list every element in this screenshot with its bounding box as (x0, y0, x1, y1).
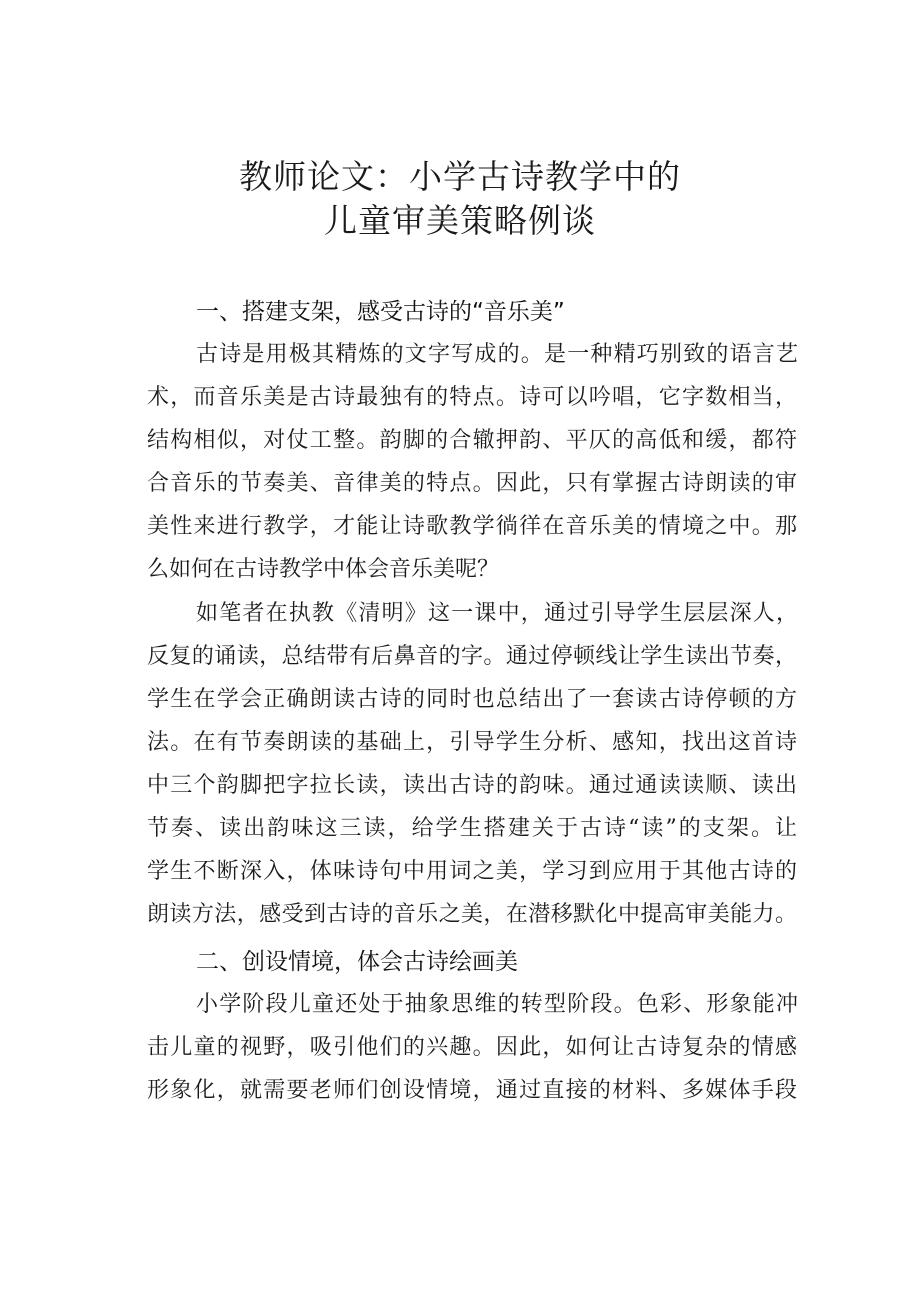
document-title-line-2: 儿童审美策略例谈 (324, 201, 596, 240)
paragraph-line: 法。在有节奏朗读的基础上，引导学生分析、感知，找出这首诗 (147, 730, 797, 755)
paragraph-line: 节奏、读出韵味这三读，给学生搭建关于古诗“读”的支架。让 (147, 816, 797, 841)
paragraph-line: 中三个韵脚把字拉长读，读出古诗的韵味。通过通读读顺、读出 (147, 773, 797, 798)
paragraph-line: 如笔者在执教《清明》这一课中，通过引导学生层层深人， (196, 601, 798, 626)
paragraph-line: 击儿童的视野，吸引他们的兴趣。因此，如何让古诗复杂的情感 (147, 1035, 797, 1060)
paragraph-line: 术，而音乐美是古诗最独有的特点。诗可以吟唱，它字数相当， (147, 385, 797, 410)
paragraph-line: 朗读方法，感受到古诗的音乐之美，在潜移默化中提高审美能力。 (147, 902, 797, 927)
paragraph-line: 合音乐的节奏美、音律美的特点。因此，只有掌握古诗朗读的审 (147, 471, 797, 496)
paragraph-line: 古诗是用极其精炼的文字写成的。是一种精巧别致的语言艺 (196, 342, 798, 367)
paragraph-line: 反复的诵读，总结带有后鼻音的字。通过停顿线让学生读出节奏， (147, 644, 797, 669)
paragraph-line: 结构相似，对仗工整。韵脚的合辙押韵、平仄的高低和缓，都符 (147, 428, 797, 453)
document-title-line-1: 教师论文：小学古诗教学中的 (239, 157, 681, 196)
paragraph-line: 美性来进行教学，才能让诗歌教学徜徉在音乐美的情境之中。那 (147, 514, 797, 539)
section-1-heading: 一、搭建支架，感受古诗的“音乐美” (196, 299, 565, 325)
paragraph-line: 学生在学会正确朗读古诗的同时也总结出了一套读古诗停顿的方 (147, 687, 797, 712)
paragraph-line: 小学阶段儿童还处于抽象思维的转型阶段。色彩、形象能冲 (196, 992, 798, 1017)
paragraph-line: 形象化，就需要老师们创设情境，通过直接的材料、多媒体手段 (147, 1078, 797, 1103)
paragraph-line: 学生不断深入，体味诗句中用词之美，学习到应用于其他古诗的 (147, 859, 797, 884)
section-2-heading: 二、创设情境，体会古诗绘画美 (196, 949, 518, 975)
paragraph-line: 么如何在古诗教学中体会音乐美呢？ (147, 557, 500, 582)
